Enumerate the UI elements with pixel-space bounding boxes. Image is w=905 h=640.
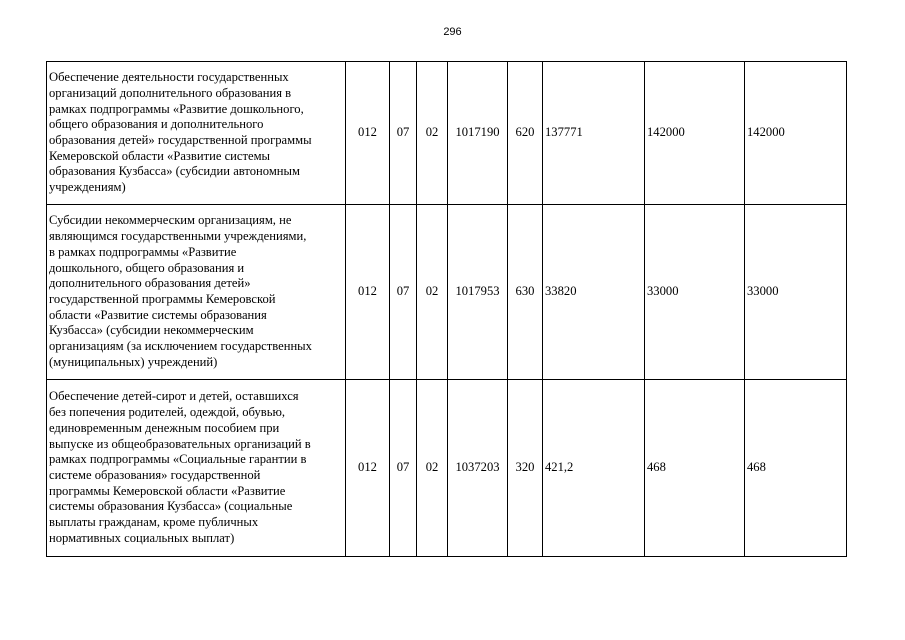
budget-table (46, 61, 847, 557)
amount-year-2-cell: 33000 (645, 205, 745, 380)
table-row (47, 205, 847, 380)
row-description: Обеспечение детей-сирот и детей, оставшихся без попечения родителей, одеждой, обувью, единовременным денежным пособием при выпуске из общеобразовательных организаций в рамках подпрограммы «Социальные гарантии в системе образования» государственной программы Кемеровской области «Развитие системы образования Кузбасса» (социальные выплаты гражданам, кроме публичных нормативных социальных выплат) (47, 380, 346, 557)
amount-year-3-cell: 142000 (745, 62, 847, 205)
row-description: Обеспечение деятельности государственных организаций дополнительного образования в рамках подпрограммы «Развитие дошкольного, общего образования и дополнительного образования детей» государственной программы Кемеровской области «Развитие системы образования Кузбасса» (субсидии автономным учреждениям) (47, 62, 346, 205)
target-article-cell: 1017190 (448, 62, 508, 205)
amount-year-1-cell: 137771 (543, 62, 645, 205)
expense-type-cell: 630 (508, 205, 543, 380)
subsection-code-cell: 02 (417, 380, 448, 557)
ministry-code-cell: 012 (346, 62, 390, 205)
ministry-code-cell: 012 (346, 380, 390, 557)
amount-year-2-cell: 468 (645, 380, 745, 557)
section-code-cell: 07 (390, 205, 417, 380)
expense-type-cell: 320 (508, 380, 543, 557)
table-row (47, 62, 847, 205)
subsection-code-cell: 02 (417, 62, 448, 205)
expense-type-cell: 620 (508, 62, 543, 205)
amount-year-3-cell: 33000 (745, 205, 847, 380)
row-description: Субсидии некоммерческим организациям, не являющимся государственными учреждениями, в рамках подпрограммы «Развитие дошкольного, общего образования и дополнительного образования детей» государственной программы Кемеровской области «Развитие системы образования Кузбасса» (субсидии некоммерческим организациям (за исключением государственных (муниципальных) учреждений) (47, 205, 346, 380)
amount-year-3-cell: 468 (745, 380, 847, 557)
page-number: 296 (443, 26, 462, 38)
section-code-cell: 07 (390, 380, 417, 557)
subsection-code-cell: 02 (417, 205, 448, 380)
amount-year-1-cell: 421,2 (543, 380, 645, 557)
amount-year-1-cell: 33820 (543, 205, 645, 380)
section-code-cell: 07 (390, 62, 417, 205)
ministry-code-cell: 012 (346, 205, 390, 380)
table-row (47, 380, 847, 557)
amount-year-2-cell: 142000 (645, 62, 745, 205)
target-article-cell: 1037203 (448, 380, 508, 557)
target-article-cell: 1017953 (448, 205, 508, 380)
